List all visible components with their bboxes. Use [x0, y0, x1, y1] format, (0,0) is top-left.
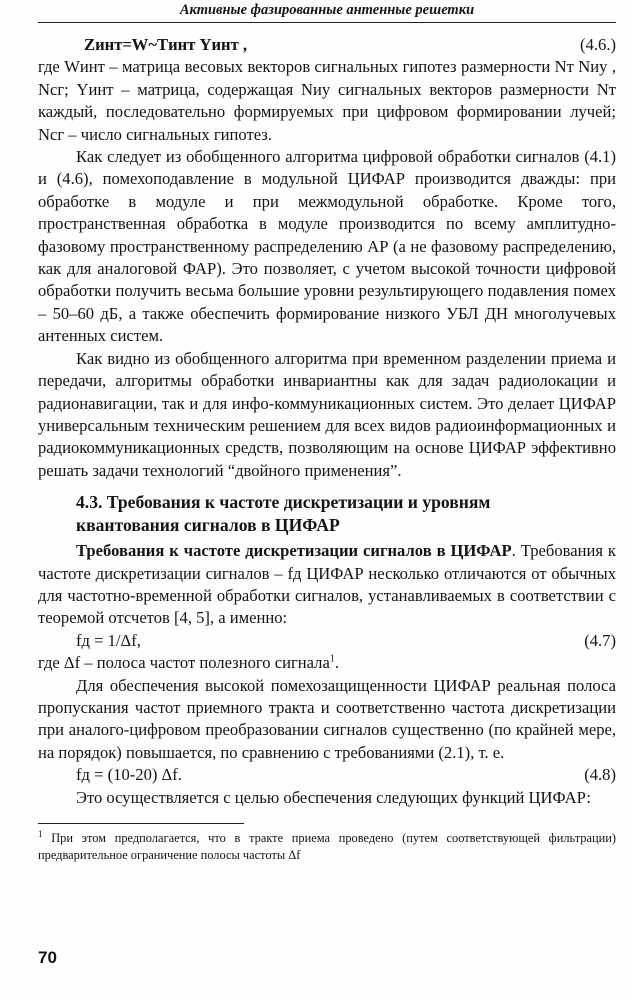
paragraph-interference-suppression: Как следует из обобщенного алгоритма цифровой обработки сигналов (4.1) и (4.6), помехоподавление в модульной ЦИФАР производится дважды: при обработке в модуле и при межмодульной обработке. Кроме того, пространственная обработка в модуле производится по всему амплитудно-фазовому пространственному распределению АР (а не фазовому распределению, как для аналоговой ФАР). Это позволяет, с учетом высокой точности цифровой обработки получить весьма большие уровни результирующего подавления помех – 50–60 дБ, а также обеспечить формирование низкого УБЛ ДН многолучевых антенных систем. [38, 147, 616, 346]
paragraph-end: . [334, 653, 339, 673]
footnote-reference: 1 [329, 653, 335, 665]
footnote-text: При этом предполагается, что в тракте приема проведено (путем соответствующей фильтрации) предварительное ограничение полосы частоты Δf [38, 831, 616, 862]
footnote-mark: 1 [38, 828, 43, 839]
paragraph-bandwidth-definition [38, 652, 616, 674]
page-content [38, 34, 616, 864]
equation-4-7 [38, 630, 616, 652]
equation-formula: fд = (10-20) Δf. [76, 765, 182, 785]
paragraph-functions-intro: Это осуществляется с целью обеспечения следующих функций ЦИФАР: [76, 787, 592, 807]
equation-number: (4.8) [584, 765, 616, 785]
paragraph-noise-immunity: Для обеспечения высокой помехозащищенности ЦИФАР реальная полоса пропускания частот приемного тракта и соответственно частота дискретизации при аналого-цифровом преобразовании сигналов существенно (по крайней мере, на порядок) повышается, по сравнению с требованиями (2.1), т. е. [38, 675, 616, 762]
runin-heading: Требования к частоте дискретизации сигналов в ЦИФАР [76, 541, 512, 561]
page-number: 70 [38, 948, 57, 967]
paragraph-sampling-requirements [38, 540, 616, 630]
footnote [38, 830, 616, 864]
section-heading-line-1: 4.3. Требования к частоте дискретизации и уровням [76, 492, 491, 513]
paragraph-text: . Требования к частоте дискретизации сигналов – fд ЦИФАР несколько отличаются от обычных для частотно-временной обработки сигналов, устанавливаемых в соответствии с теоремой отсчетов [4, 5], а именно: [38, 541, 616, 628]
equation-4-8 [38, 764, 616, 786]
spacer [38, 482, 616, 491]
section-heading [38, 491, 616, 537]
paragraph-definitions: где Wинт – матрица весовых векторов сигнальных гипотез размерности Nт Nиу , Nсг; Yинт – матрица, содержащая Nиу сигнальных векторов размерности Nт каждый, последовательно формируемых при цифровом формировании лучей; Nсг – число сигнальных гипотез. [38, 57, 616, 144]
equation-number: (4.6.) [580, 35, 616, 54]
paragraph-text: где Δf – полоса частот полезного сигнала [38, 653, 330, 673]
equation-formula: Zинт=W~Tинт Yинт , [84, 35, 248, 54]
equation-4-6 [38, 34, 616, 56]
equation-formula: fд = 1/Δf, [76, 630, 141, 650]
section-heading-line-2: квантования сигналов в ЦИФАР [76, 515, 340, 536]
equation-number: (4.7) [584, 630, 616, 650]
running-head: Активные фазированные антенные решетки [38, 0, 616, 23]
footnote-divider [38, 823, 244, 824]
paragraph-dual-use: Как видно из обобщенного алгоритма при временном разделении приема и передачи, алгоритмы обработки инвариантны как для задач радиолокации и радионавигации, так и для инфо-коммуникационных систем. Это делает ЦИФАР универсальным техническим решением для всех видов радиоинформационных и радиокоммуникационных средств, позволяющим на основе ЦИФАР эффективно решать задачи технологий “двойного применения”. [38, 348, 616, 480]
